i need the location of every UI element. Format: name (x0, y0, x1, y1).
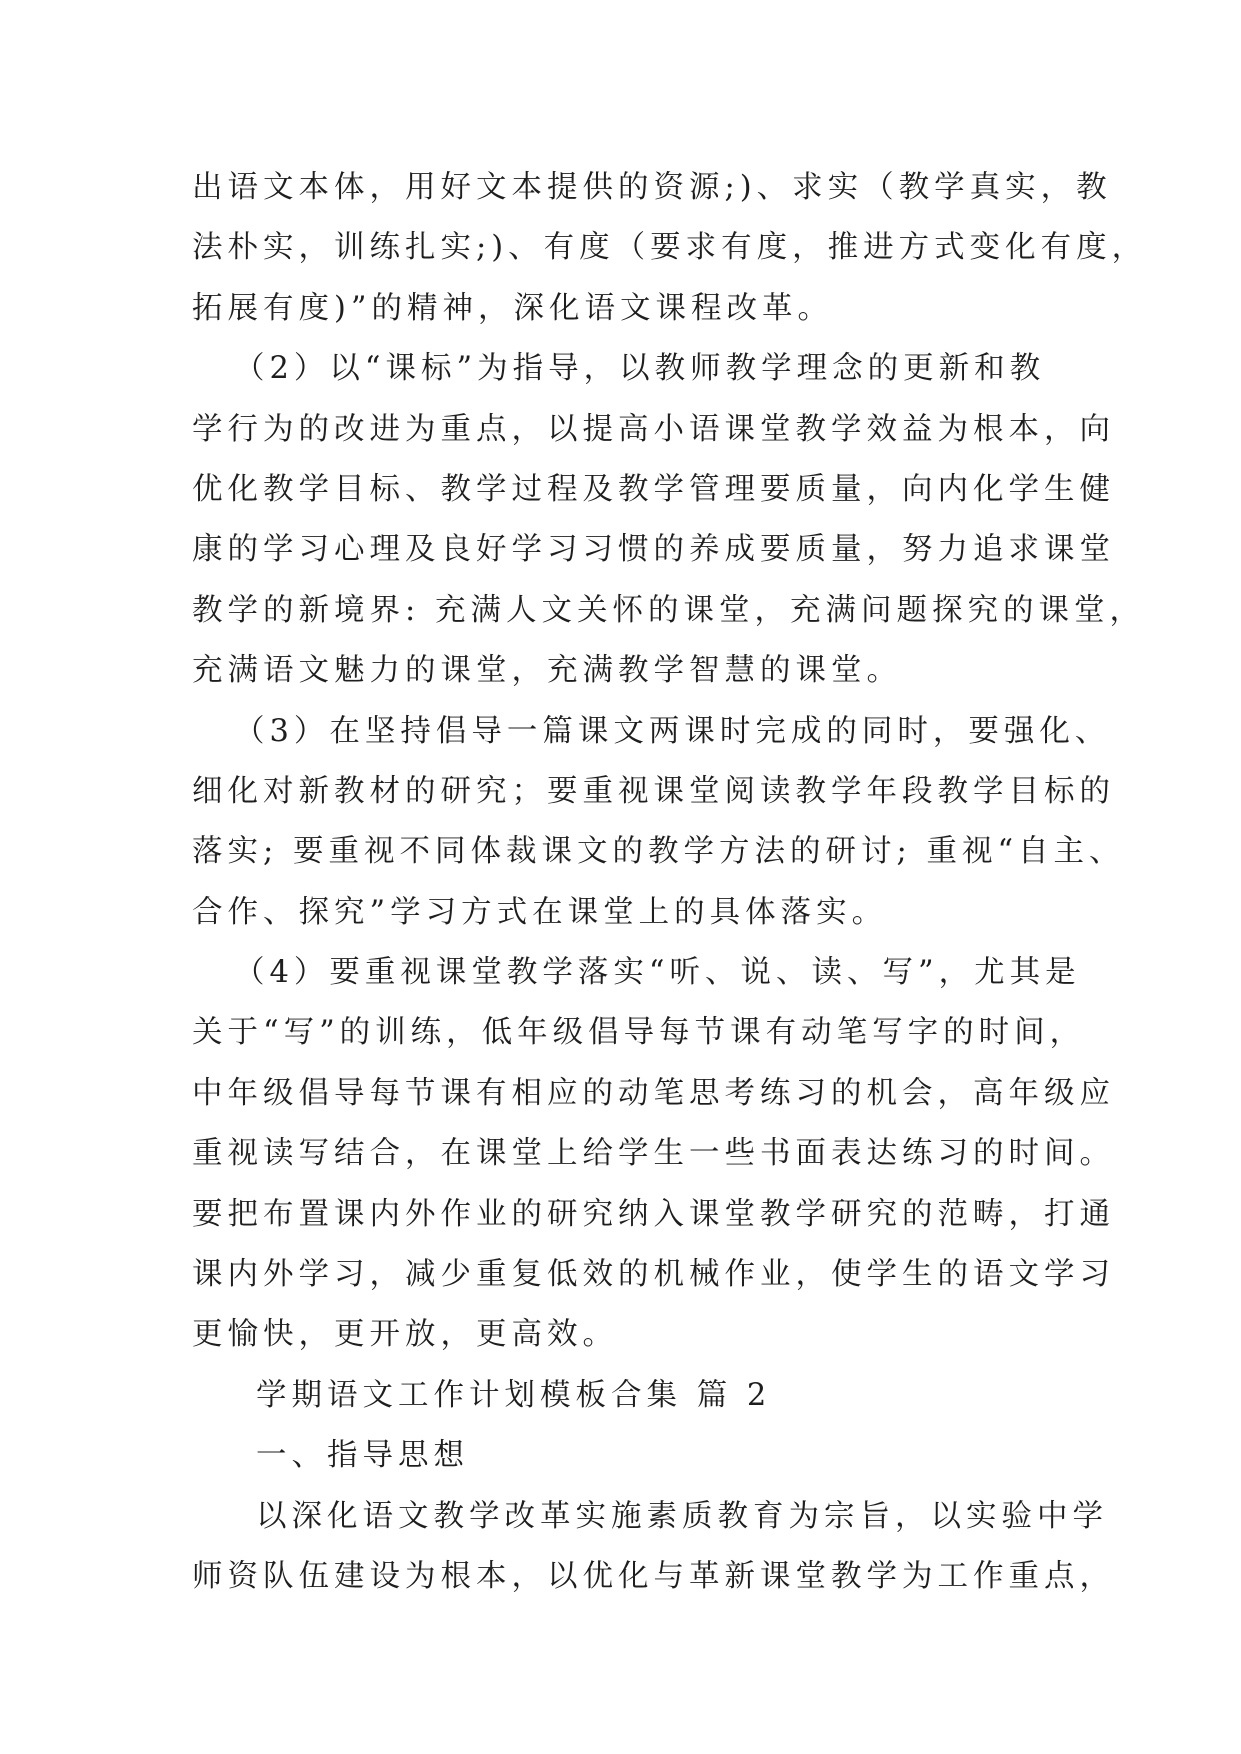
subsection-heading: 一、指导思想 (256, 1438, 469, 1474)
text-line: 学行为的改进为重点，以提高小语课堂教学效益为根本，向 (192, 411, 1115, 447)
text-line: 细化对新教材的研究；要重视课堂阅读教学年段教学目标的 (192, 773, 1115, 809)
paragraph-2-start: （2）以“课标”为指导，以教师教学理念的更新和教 (234, 351, 1046, 387)
section-heading: 学期语文工作计划模板合集 篇 2 (256, 1377, 772, 1413)
text-line: 合作、探究”学习方式在课堂上的具体落实。 (192, 894, 888, 930)
text-line: 拓展有度)”的精神，深化语文课程改革。 (192, 290, 833, 326)
text-line: 法朴实，训练扎实;)、有度（要求有度，推进方式变化有度， (192, 230, 1148, 266)
paragraph-4-start: （4）要重视课堂教学落实“听、说、读、写”，尤其是 (234, 955, 1081, 991)
text-line: 关于“写”的训练，低年级倡导每节课有动笔写字的时间， (192, 1015, 1086, 1051)
body-text (192, 158, 1148, 1607)
paragraph-start: 以深化语文教学改革实施素质教育为宗旨，以实验中学 (256, 1498, 1108, 1534)
text-line: 优化教学目标、教学过程及教学管理要质量，向内化学生健 (192, 471, 1115, 507)
text-line: 重视读写结合，在课堂上给学生一些书面表达练习的时间。 (192, 1136, 1115, 1172)
paragraph-3-start: （3）在坚持倡导一篇课文两课时完成的同时，要强化、 (234, 713, 1111, 749)
text-line: 出语文本体，用好文本提供的资源;)、求实（教学真实，教 (192, 170, 1112, 205)
text-line: 落实; 要重视不同体裁课文的教学方法的研讨; 重视“自主、 (192, 834, 1125, 870)
text-line: 康的学习心理及良好学习习惯的养成要质量，努力追求课堂 (192, 532, 1115, 568)
text-line: 要把布置课内外作业的研究纳入课堂教学研究的范畴，打通 (192, 1196, 1115, 1232)
text-line: 充满语文魅力的课堂，充满教学智慧的课堂。 (192, 653, 902, 689)
text-line: 更愉快，更开放，更高效。 (192, 1317, 618, 1353)
text-line: 中年级倡导每节课有相应的动笔思考练习的机会，高年级应 (192, 1075, 1115, 1111)
text-line: 课内外学习，减少重复低效的机械作业，使学生的语文学习 (192, 1257, 1115, 1293)
text-line: 师资队伍建设为根本，以优化与革新课堂教学为工作重点， (192, 1558, 1115, 1594)
text-line: 教学的新境界: 充满人文关怀的课堂，充满问题探究的课堂， (192, 592, 1145, 628)
